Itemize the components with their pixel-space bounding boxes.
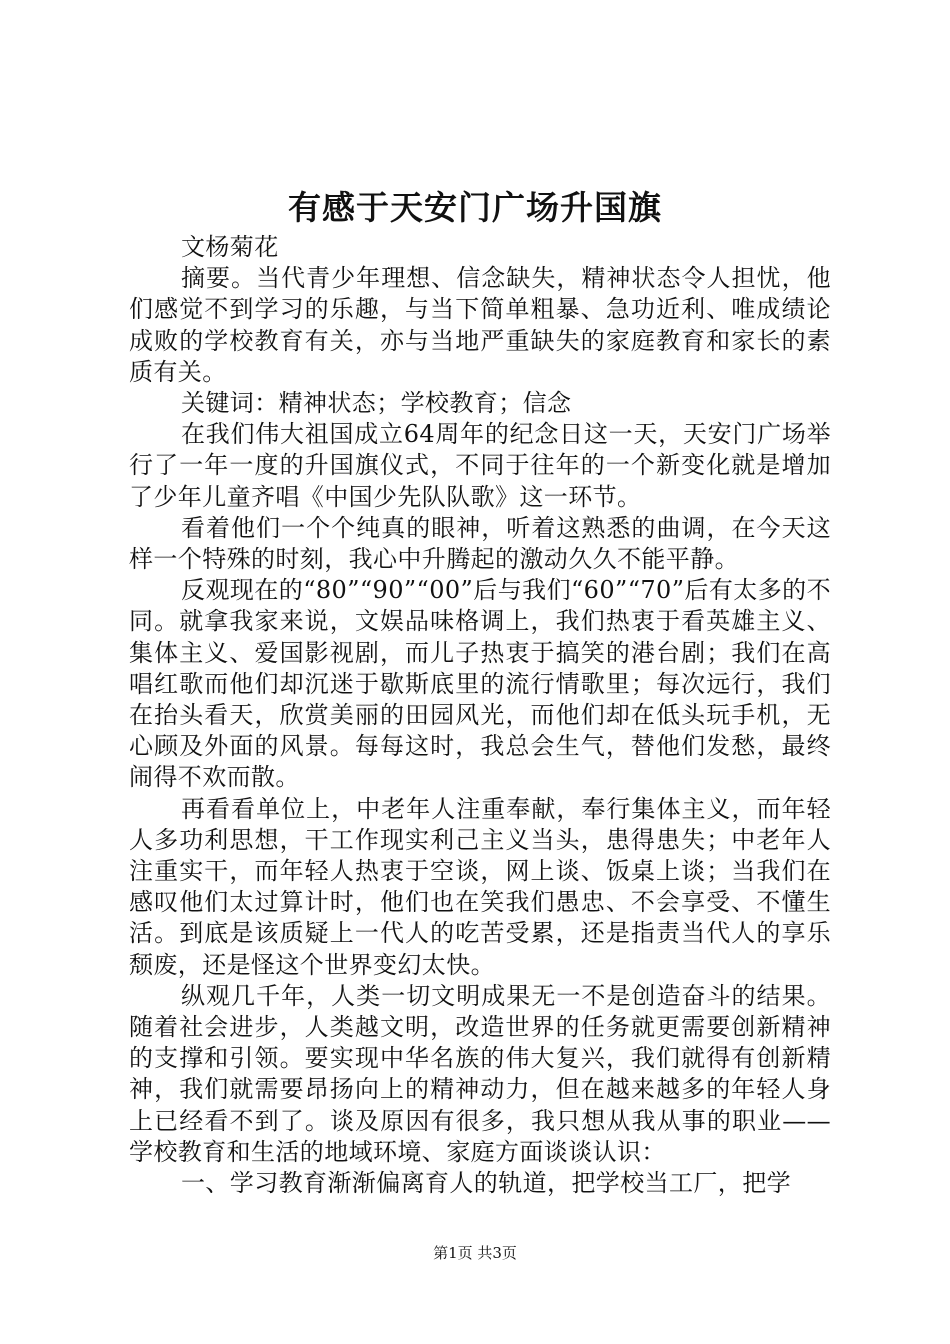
document-title: 有感于天安门广场升国旗 bbox=[288, 188, 662, 227]
author-line: 文杨菊花 bbox=[181, 233, 279, 261]
body-paragraph: 一、学习教育渐渐偏离育人的轨道，把学校当工厂，把学 bbox=[181, 1169, 791, 1198]
body-paragraph: 反观现在的“80”“90”“00”后与我们“60”“70”后有太多的不同。就拿我家来说，文娱品味格调上，我们热衷于看英雄主义、集体主义、爱国影视剧，而儿子热衷于搞笑的港台剧；我们在高唱红歌而他们却沉迷于歇斯底里的流行情歌里；每次远行，我们在抬头看天，欣赏美丽的田园风光，而他们却在低头玩手机，无心顾及外面的风景。每每这时，我总会生气，替他们发愁，最终闹得不欢而散。 bbox=[129, 576, 831, 792]
document-body bbox=[129, 232, 831, 1199]
body-paragraph: 再看看单位上，中老年人注重奉献，奉行集体主义，而年轻人多功利思想，干工作现实利己主义当头，患得患失；中老年人注重实干，而年轻人热衷于空谈，网上谈、饭桌上谈；当我们在感叹他们太过算计时，他们也在笑我们愚忠、不会享受、不懂生活。到底是该质疑上一代人的吃苦受累，还是指责当代人的享乐颓废，还是怪这个世界变幻太快。 bbox=[129, 794, 831, 979]
body-paragraph: 看着他们一个个纯真的眼神，听着这熟悉的曲调，在今天这样一个特殊的时刻，我心中升腾起的激动久久不能平静。 bbox=[129, 513, 831, 574]
keywords-line: 关键词：精神状态；学校教育；信念 bbox=[181, 389, 572, 418]
body-paragraph: 纵观几千年，人类一切文明成果无一不是创造奋斗的结果。随着社会进步，人类越文明，改造世界的任务就更需要创新精神的支撑和引领。要实现中华名族的伟大复兴，我们就得有创新精神，我们就需要昂扬向上的精神动力，但在越来越多的年轻人身上已经看不到了。谈及原因有很多，我只想从我从事的职业——学校教育和生活的地域环境、家庭方面谈谈认识： bbox=[129, 981, 831, 1166]
abstract-paragraph: 摘要。当代青少年理想、信念缺失，精神状态令人担忧，他们感觉不到学习的乐趣，与当下简单粗暴、急功近利、唯成绩论成败的学校教育有关，亦与当地严重缺失的家庭教育和家长的素质有关。 bbox=[129, 264, 831, 386]
page-footer: 第1页 共3页 bbox=[433, 1244, 517, 1262]
body-paragraph: 在我们伟大祖国成立64周年的纪念日这一天，天安门广场举行了一年一度的升国旗仪式，不同于往年的一个新变化就是增加了少年儿童齐唱《中国少先队队歌》这一环节。 bbox=[129, 420, 831, 511]
